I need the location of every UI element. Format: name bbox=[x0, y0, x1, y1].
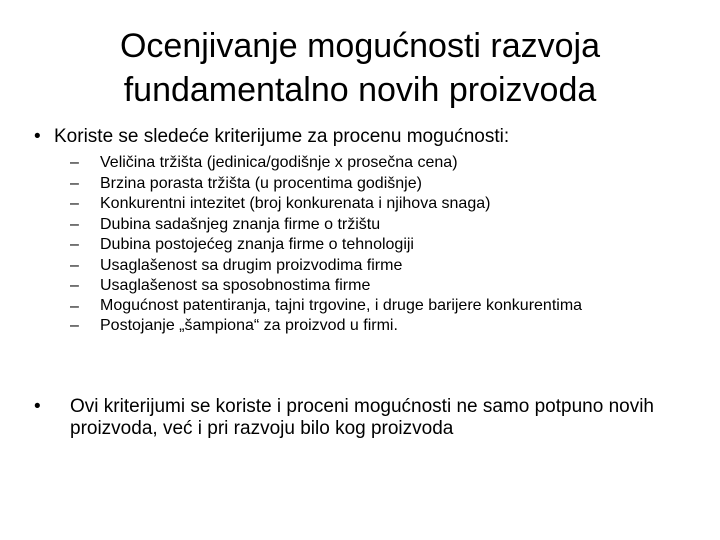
list-item bbox=[70, 276, 670, 297]
dash-mark: – bbox=[70, 316, 79, 334]
criterion-text: Dubina sadašnjeg znanja firme o tržištu bbox=[100, 215, 381, 233]
bullet-conclusion bbox=[34, 396, 674, 440]
dash-mark: – bbox=[70, 215, 79, 233]
title-line-2: fundamentalno novih proizvoda bbox=[123, 71, 597, 109]
criterion-text: Mogućnost patentiranja, tajni trgovine, i druge barijere konkurentima bbox=[100, 296, 583, 314]
list-item bbox=[70, 256, 670, 277]
criterion-text: Postojanje „šampiona“ za proizvod u firmi. bbox=[100, 316, 398, 334]
title-line-1: Ocenjivanje mogućnosti razvoja bbox=[119, 27, 601, 65]
slide-title bbox=[40, 24, 680, 112]
list-item bbox=[70, 153, 670, 174]
dash-mark: – bbox=[70, 277, 79, 294]
dash-mark: – bbox=[70, 256, 79, 274]
list-item bbox=[70, 215, 670, 236]
criterion-text: Brzina porasta tržišta (u procentima godišnje) bbox=[100, 174, 422, 192]
dash-mark: – bbox=[70, 195, 79, 212]
list-item bbox=[70, 297, 670, 314]
list-item bbox=[70, 174, 670, 195]
list-item bbox=[70, 316, 670, 337]
bullet-text: Ovi kriterijumi se koriste i proceni mogućnosti ne samo potpuno novih proizvoda, već i pri razvoju bilo kog proizvoda bbox=[70, 396, 654, 439]
list-item bbox=[70, 235, 670, 256]
bullet-mark: • bbox=[34, 126, 41, 147]
dash-mark: – bbox=[70, 174, 79, 192]
bullet-criteria-intro bbox=[34, 126, 694, 148]
criterion-text: Veličina tržišta (jedinica/godišnje x prosečna cena) bbox=[100, 154, 458, 171]
bullet-mark: • bbox=[34, 396, 41, 417]
dash-mark: – bbox=[70, 236, 79, 253]
criterion-text: Usaglašenost sa sposobnostima firme bbox=[100, 277, 371, 294]
dash-mark: – bbox=[70, 154, 79, 171]
criterion-text: Usaglašenost sa drugim proizvodima firme bbox=[100, 256, 403, 274]
list-item bbox=[70, 194, 670, 215]
criteria-list bbox=[70, 153, 670, 336]
criterion-text: Konkurentni intezitet (broj konkurenata i njihova snaga) bbox=[100, 195, 491, 212]
dash-mark: – bbox=[70, 297, 79, 315]
criterion-text: Dubina postojećeg znanja firme o tehnologiji bbox=[100, 236, 414, 253]
bullet-text: Koriste se sledeće kriterijume za procenu mogućnosti: bbox=[54, 126, 510, 147]
